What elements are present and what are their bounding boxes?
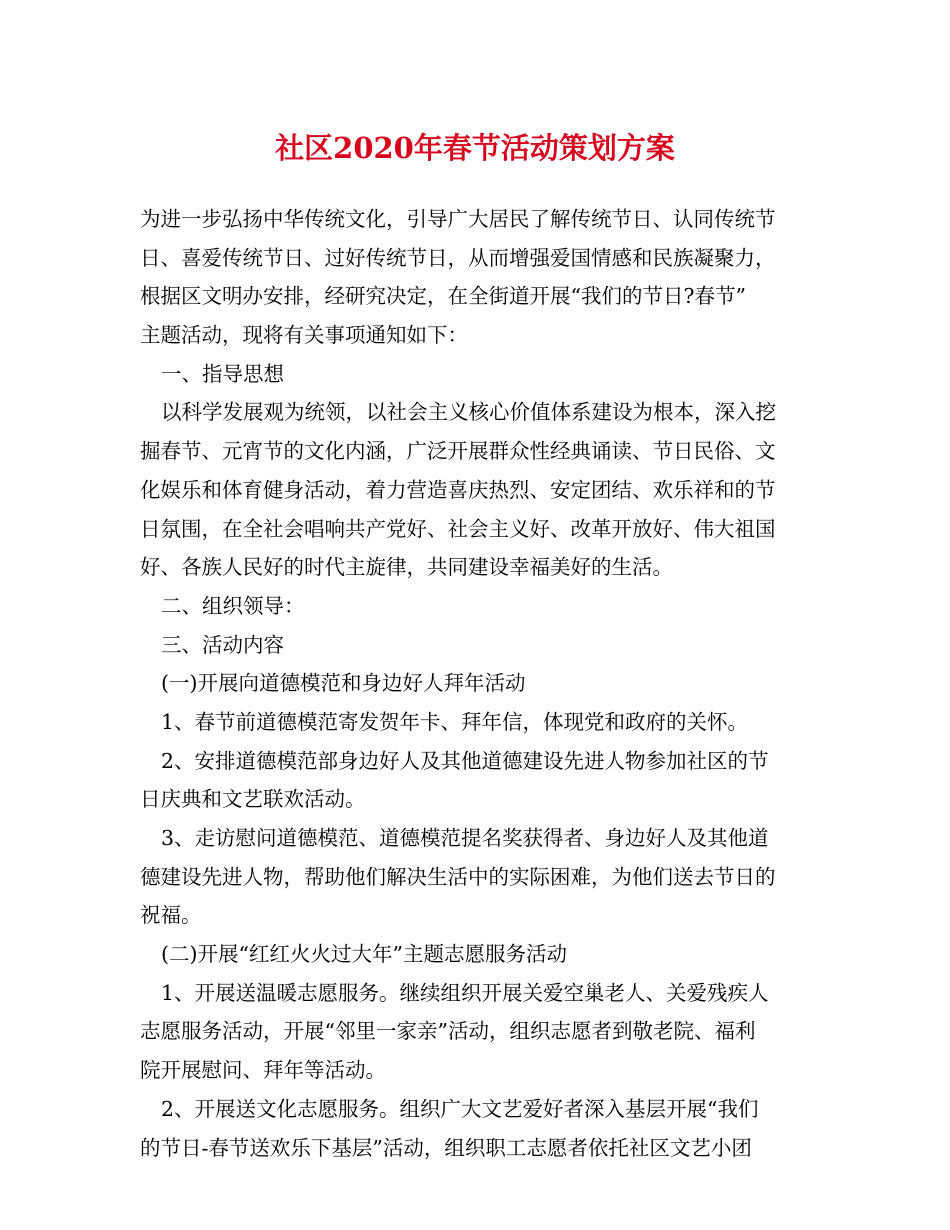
text-line: 志愿服务活动，开展“邻里一家亲”活动，组织志愿者到敬老院、福利	[140, 1019, 756, 1044]
text-line: 以科学发展观为统领，以社会主义核心价值体系建设为根本，深入挖	[161, 400, 776, 425]
text-line: 二、组织领导：	[161, 593, 305, 618]
text-line: 1、春节前道德模范寄发贺年卡、拜年信，体现党和政府的关怀。	[161, 709, 749, 734]
text-line: 化娱乐和体育健身活动，着力营造喜庆热烈、安定团结、欢乐祥和的节	[140, 477, 776, 502]
text-line: 一、指导思想	[161, 361, 284, 386]
text-line: 3、走访慰问道德模范、道德模范提名奖获得者、身边好人及其他道	[161, 826, 769, 850]
text-line: 掘春节、元宵节的文化内涵，广泛开展群众性经典诵读、节日民俗、文	[140, 439, 776, 464]
text-line: 的节日-春节送欢乐下基层”活动，组织职工志愿者依托社区文艺小团	[140, 1135, 752, 1160]
text-line: (二)开展“红红火火过大年”主题志愿服务活动	[161, 942, 567, 967]
document-title: 社区2020年春节活动策划方案	[275, 131, 675, 165]
text-line: 根据区文明办安排，经研究决定，在全街道开展“我们的节日?春节”	[140, 284, 746, 309]
text-line: 为进一步弘扬中华传统文化，引导广大居民了解传统节日、认同传统节	[140, 207, 776, 231]
text-line: (一)开展向道德模范和身边好人拜年活动	[161, 671, 526, 696]
text-line: 日氛围，在全社会唱响共产党好、社会主义好、改革开放好、伟大祖国	[140, 516, 776, 541]
text-line: 祝福。	[140, 903, 202, 928]
text-line: 2、安排道德模范部身边好人及其他道德建设先进人物参加社区的节	[161, 748, 769, 773]
text-line: 德建设先进人物，帮助他们解决生活中的实际困难，为他们送去节日的	[140, 864, 776, 889]
text-line: 主题活动，现将有关事项通知如下：	[140, 323, 468, 348]
text-line: 2、开展送文化志愿服务。组织广大文艺爱好者深入基层开展“我们	[161, 1096, 759, 1121]
text-line: 院开展慰问、拜年等活动。	[140, 1058, 386, 1083]
text-line: 好、各族人民好的时代主旋律，共同建设幸福美好的生活。	[140, 555, 673, 580]
document-body	[140, 200, 812, 1167]
text-line: 日庆典和文艺联欢活动。	[140, 787, 366, 812]
text-line: 1、开展送温暖志愿服务。继续组织开展关爱空巢老人、关爱残疾人	[161, 980, 769, 1005]
text-line: 日、喜爱传统节日、过好传统节日，从而增强爱国情感和民族凝聚力，	[140, 245, 776, 270]
text-line: 三、活动内容	[161, 632, 284, 657]
